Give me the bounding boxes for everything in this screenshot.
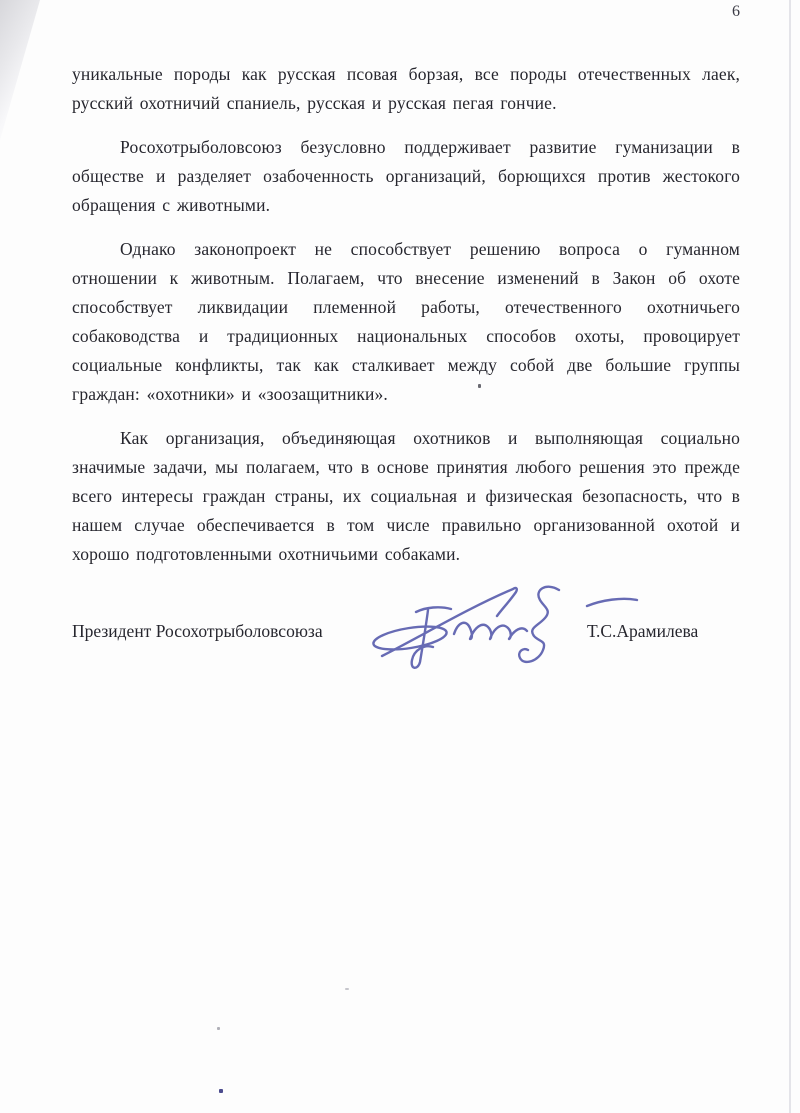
signer-name: Т.С.Арамилева: [587, 621, 699, 641]
page-fold-artifact: [0, 0, 40, 140]
page-number: 6: [732, 3, 740, 20]
scan-speck: [219, 1089, 223, 1093]
signer-title: Президент Росохотрыболовсоюза: [72, 621, 323, 641]
letter-body: [72, 60, 740, 584]
scan-edge-line: [789, 0, 791, 1113]
scan-speck: [345, 988, 349, 990]
body-paragraph: Как организация, объединяющая охотников и выполняющая социально значимые задачи, мы полагаем, что в основе принятия любого решения это прежде всего интересы граждан страны, их социальная и физическая безопасность, что в нашем случае обеспечивается в том числе правильно организованной охотой и хорошо подготовленными охотничьими собаками.: [72, 428, 740, 564]
scan-speck: [478, 384, 481, 388]
body-paragraph: Росохотрыболовсоюз безусловно поддерживает развитие гуманизации в обществе и разделяет озабоченность организаций, борющихся против жестокого обращения с животными.: [72, 137, 740, 215]
body-paragraph: Однако законопроект не способствует решению вопроса о гуманном отношении к животным. Полагаем, что внесение изменений в Закон об охоте способствует ликвидации племенной работы, отечественного охотничьего собаководства и традиционных национальных способов охоты, провоцирует социальные конфликты, так как сталкивает между собой две большие группы граждан: «охотники» и «зоозащитники».: [72, 239, 740, 404]
scan-speck: [217, 1027, 220, 1030]
signature-dash: [587, 599, 637, 606]
body-paragraph: уникальные породы как русская псовая борзая, все породы отечественных лаек, русский охотничий спаниель, русская и русская пегая гончие.: [72, 64, 740, 113]
